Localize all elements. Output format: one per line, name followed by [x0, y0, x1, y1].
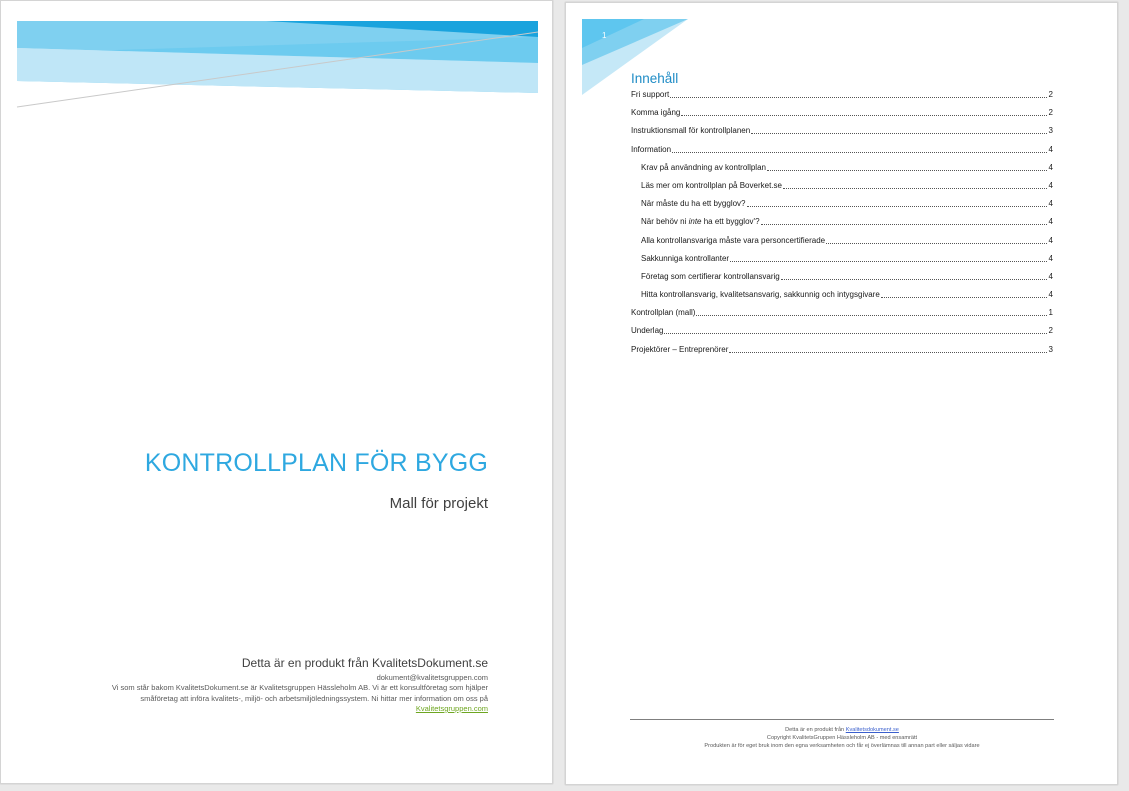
kvalitetsdokument-link[interactable]: Kvalitetsdokument.se: [845, 727, 899, 733]
toc-entry[interactable]: [631, 308, 1053, 326]
toc-entry[interactable]: [631, 254, 1053, 272]
toc-entry-page: 4: [1048, 271, 1053, 281]
page-footer: [630, 726, 1054, 751]
kvalitetsgruppen-link[interactable]: Kvalitetsgruppen.com: [415, 704, 488, 713]
toc-entry-text: Företag som certifierar kontrollansvarig: [641, 271, 780, 281]
toc-entry-page: 4: [1048, 290, 1053, 300]
toc-entry-page: 4: [1048, 162, 1053, 172]
cover-subtitle: Mall för projekt: [389, 495, 488, 512]
toc-dot-leader: [747, 206, 1047, 207]
footer-prefix: Detta är en produkt från: [785, 727, 846, 733]
toc-dot-leader: [681, 115, 1046, 116]
toc-entry-text: Instruktionsmall för kontrollplanen: [631, 126, 751, 136]
toc-entry-text: Fri support: [631, 90, 670, 99]
toc-entry[interactable]: [631, 217, 1053, 235]
toc-entry[interactable]: [631, 290, 1053, 308]
toc-page: [565, 2, 1118, 785]
toc-dot-leader: [783, 188, 1047, 189]
toc-dot-leader: [672, 152, 1047, 153]
toc-dot-leader: [761, 224, 1047, 225]
toc-entry[interactable]: [631, 126, 1053, 144]
toc-entry-text-before: När behöv ni: [641, 217, 689, 227]
toc-entry-page: 4: [1048, 217, 1053, 227]
toc-entry-text: Krav på användning av kontrollplan: [641, 162, 766, 172]
cover-title: KONTROLLPLAN FÖR BYGG: [144, 449, 488, 477]
toc-dot-leader: [664, 333, 1046, 334]
toc-entry-text: Sakkunniga kontrollanter: [641, 253, 730, 263]
toc-entry-text: Alla kontrollansvariga måste vara personcertifierade: [641, 235, 826, 245]
page-number: 1: [602, 31, 607, 40]
toc-dot-leader: [696, 315, 1046, 316]
toc-entry-page: 4: [1048, 235, 1053, 245]
toc-entry-text: Läs mer om kontrollplan på Boverket.se: [641, 180, 782, 190]
toc-entry[interactable]: [631, 163, 1053, 181]
toc-entry[interactable]: [631, 345, 1053, 363]
toc-heading: Innehåll: [631, 71, 679, 86]
toc-dot-leader: [751, 133, 1046, 134]
toc-entry-page: 4: [1048, 144, 1053, 154]
toc-entry-text: Kontrollplan (mall): [631, 308, 696, 318]
about-text-body: Vi som står bakom KvalitetsDokument.se är Kvalitetsgruppen Hässleholm AB. Vi är ett konsultföretag som hjälper småföretag att införa kvalitets-, miljö- och arbetsmiljöledningssystem. Ni hittar mer information om oss på: [111, 683, 488, 703]
toc-dot-leader: [781, 279, 1047, 280]
toc-entry-text: Projektörer – Entreprenörer: [631, 344, 729, 354]
cover-banner-graphic: [1, 1, 553, 121]
toc-entry-text: Komma igång: [631, 108, 681, 118]
toc-entry[interactable]: [631, 236, 1053, 254]
toc-dot-leader: [881, 297, 1047, 298]
toc-entry[interactable]: [631, 145, 1053, 163]
toc-dot-leader: [826, 243, 1046, 244]
footer-usage-note: Produkten är för eget bruk inom den egna verksamheten och får ej överlämnas till annan part eller säljas vidare: [704, 743, 980, 750]
toc-entry[interactable]: [631, 326, 1053, 344]
toc-dot-leader: [729, 352, 1046, 353]
cover-footer: [88, 656, 488, 715]
toc-entry-page: 3: [1048, 126, 1053, 136]
toc-entry[interactable]: [631, 199, 1053, 217]
toc-entry-page: 4: [1048, 199, 1053, 209]
toc-entry[interactable]: [631, 272, 1053, 290]
toc-entry-page: 4: [1048, 180, 1053, 190]
toc-entry[interactable]: [631, 108, 1053, 126]
toc-entry-page: 2: [1048, 90, 1053, 99]
toc-dot-leader: [767, 170, 1047, 171]
footer-copyright: Copyright KvalitetsGruppen Hässleholm AB - med ensamrätt: [766, 735, 918, 742]
toc-entry-text: När måste du ha ett bygglov?: [641, 199, 746, 209]
toc-entry-page: 2: [1048, 108, 1053, 118]
toc-entry-text: Underlag: [631, 326, 664, 336]
toc-entry-page: 4: [1048, 253, 1053, 263]
toc-dot-leader: [730, 261, 1046, 262]
toc-list: [631, 90, 1053, 363]
product-line: Detta är en produkt från KvalitetsDokument.se: [241, 656, 488, 670]
toc-entry-page: 1: [1048, 308, 1053, 318]
toc-entry-text-after: ha ett bygglov'?: [701, 217, 760, 227]
toc-entry-text-italic: inte: [688, 217, 702, 227]
footer-line-1: [630, 726, 1054, 734]
toc-entry-text: Hitta kontrollansvarig, kvalitetsansvarig, sakkunnig och intygsgivare: [641, 290, 880, 300]
toc-entry[interactable]: [631, 90, 1053, 108]
toc-entry-text: [641, 217, 761, 226]
about-text: [88, 683, 488, 715]
toc-entry-text: Information: [631, 144, 672, 154]
toc-entry-page: 2: [1048, 326, 1053, 336]
toc-entry-page: 3: [1048, 344, 1053, 354]
toc-entry[interactable]: [631, 181, 1053, 199]
toc-dot-leader: [670, 97, 1046, 98]
footer-divider: [630, 719, 1054, 720]
contact-email: dokument@kvalitetsgruppen.com: [376, 673, 488, 682]
cover-page: [0, 0, 553, 784]
